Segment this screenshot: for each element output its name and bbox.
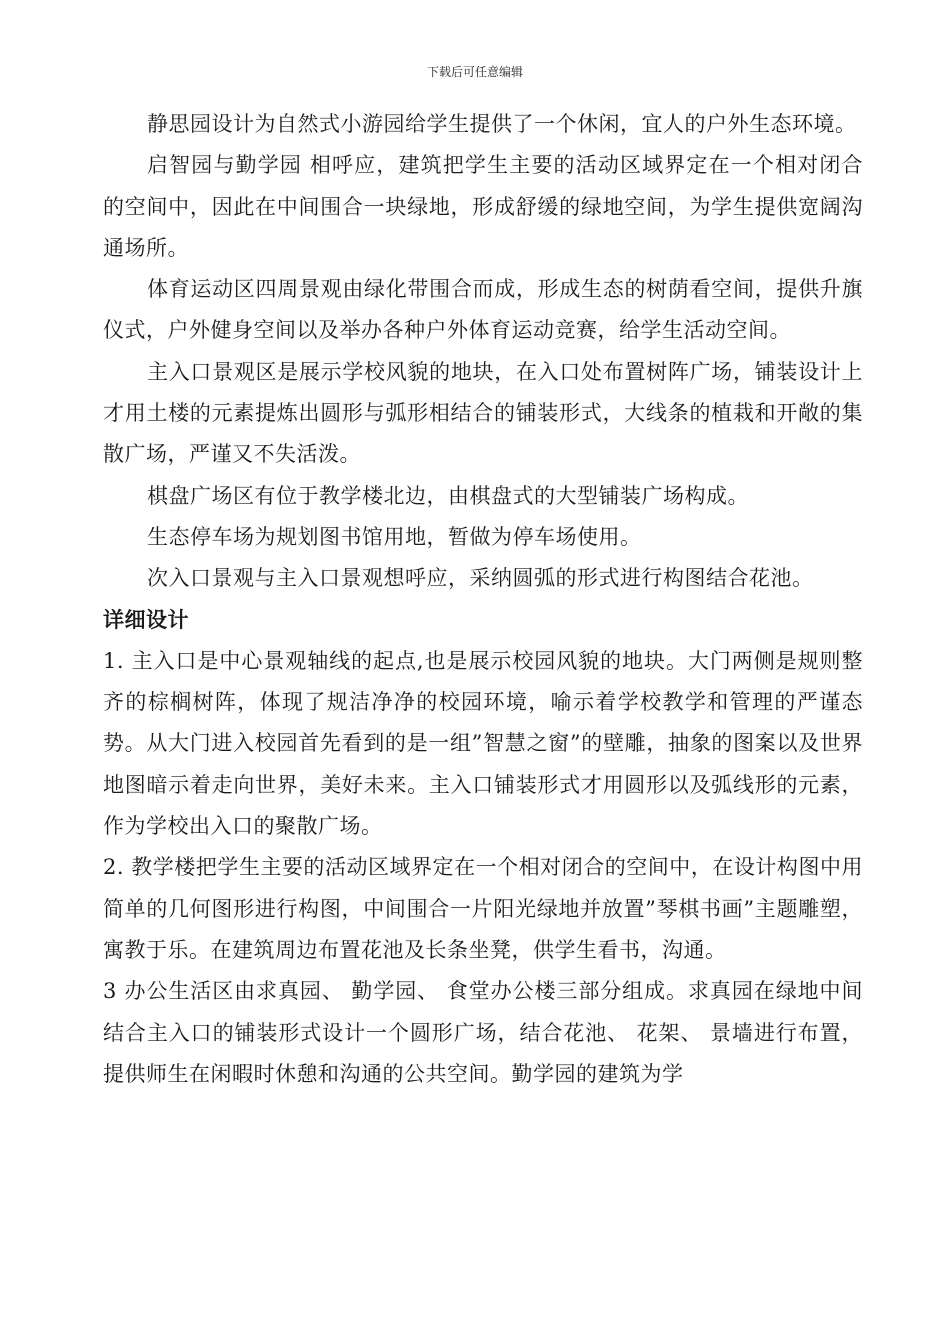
paragraph-sports-area: 体育运动区四周景观由绿化带围合而成，形成生态的树荫看空间，提供升旗仪式，户外健身空间以及举办各种户外体育运动竞赛，给学生活动空间。 [103, 277, 863, 343]
paragraph-jingsi-garden: 静思园设计为自然式小游园给学生提供了一个休闲，宜人的户外生态环境。 [147, 112, 857, 136]
paragraph-detail-1: 1. 主入口是中心景观轴线的起点,也是展示校园风貌的地块。大门两侧是规则整齐的棕榈树阵，体现了规洁净净的校园环境，喻示着学校教学和管理的严谨态势。从大门进入校园首先看到的是一组”智慧之窗”的壁雕，抽象的图案以及世界地图暗示着走向世界，美好未来。主入口铺装形式才用圆形以及弧线形的元素，作为学校出入口的聚散广场。 [103, 648, 863, 839]
paragraph-secondary-entrance: 次入口景观与主入口景观想呼应，采纳圆弧的形式进行构图结合花池。 [147, 566, 814, 591]
section-heading: 详细设计 [103, 607, 189, 632]
paragraph-chessboard-plaza: 棋盘广场区有位于教学楼北边，由棋盘式的大型铺装广场构成。 [147, 483, 749, 508]
document-body [103, 104, 863, 1095]
paragraph-eco-parking: 生态停车场为规划图书馆用地，暂做为停车场使用。 [147, 524, 642, 549]
paragraph-detail-3: 3 办公生活区由求真园、 勤学园、 食堂办公楼三部分组成。求真园在绿地中间结合主入口的铺装形式设计一个圆形广场，结合花池、 花架、 景墙进行布置，提供师生在闲暇时休憩和沟通的公共空间。勤学园的建筑为学 [103, 979, 863, 1086]
paragraph-qizhi-garden: 启智园与勤学园 相呼应，建筑把学生主要的活动区域界定在一个相对闭合的空间中，因此在中间围合一块绿地，形成舒缓的绿地空间，为学生提供宽阔沟通场所。 [103, 153, 863, 260]
paragraph-detail-2: 2. 教学楼把学生主要的活动区域界定在一个相对闭合的空间中，在设计构图中用简单的几何图形进行构图，中间围合一片阳光绿地并放置”琴棋书画”主题雕塑，寓教于乐。在建筑周边布置花池及长条坐凳，供学生看书，沟通。 [103, 855, 863, 962]
page-header: 下载后可任意编辑 [426, 65, 523, 79]
paragraph-main-entrance-area: 主入口景观区是展示学校风貌的地块，在入口处布置树阵广场，铺装设计上才用土楼的元素提炼出圆形与弧形相结合的铺装形式，大线条的植栽和开敞的集散广场，严谨又不失活泼。 [103, 359, 863, 467]
